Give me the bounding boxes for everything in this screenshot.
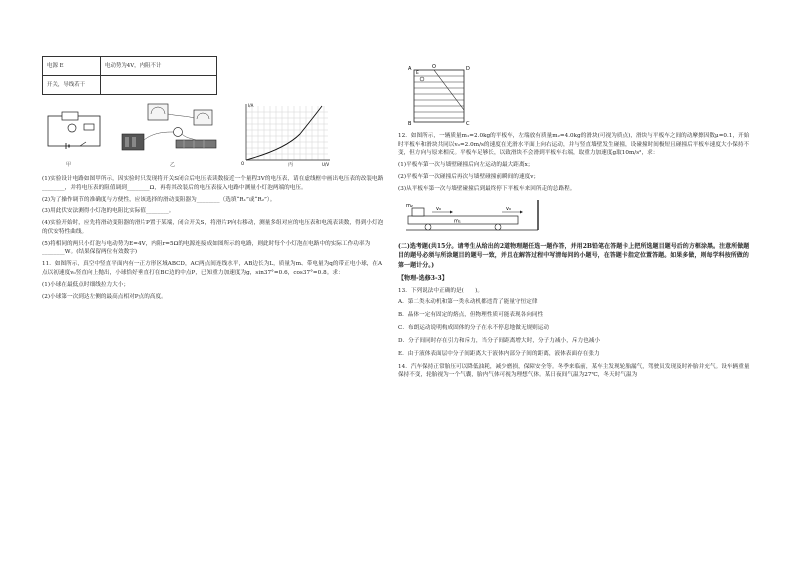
- point-label: E: [416, 71, 419, 76]
- left-column: [42, 56, 387, 304]
- graph-y-label: I/A: [248, 103, 254, 108]
- square-field-diagram: [406, 62, 482, 126]
- mass-label: m₂: [406, 202, 413, 209]
- question-text: (3)从平板车第一次与墙壁碰撞后到最终停下平板车来回所走的总路程。: [398, 185, 576, 192]
- question-text: 14．汽车保持正常胎压可以降低油耗，减少磨损，保障安全等。冬季来临前，某车主发现轮胎漏气，驾驶员发现及时补胎并充气。设车辆重量保持不变，轮胎视为一个气囊，胎内气体可视为理想气体。某日夜间气温为27℃，冬天时气温为: [398, 363, 750, 379]
- question-text: 13．下列说法中正确的是( )。: [398, 287, 484, 294]
- equipment-table: [42, 56, 217, 95]
- table-cell: 电动势为4V，内阻不计: [101, 57, 217, 76]
- table-row: [43, 57, 217, 76]
- option-item: B．晶体一定有固定的熔点，但物理性质可能表现各向同性: [398, 312, 544, 319]
- section-heading: 【物理-选修3-3】: [398, 275, 448, 283]
- table-row: [43, 76, 217, 95]
- iu-graph: [240, 102, 336, 168]
- circuit-diagram: [44, 110, 106, 156]
- option-item: E．由于液体表面层中分子间距离大于液体内部分子间的距离，液体表面存在张力: [398, 350, 600, 357]
- apparatus-diagram: [116, 102, 228, 158]
- option-item: D．分子间同时存在引力和斥力，当分子间距离增大时，分子力减小，斥力也减小: [398, 337, 601, 344]
- right-column: [398, 62, 750, 383]
- graph-origin: O: [241, 161, 245, 166]
- point-label: O: [432, 64, 436, 70]
- question-text: (1)实验设计电路如图甲所示，因实验时只发现将开关S闭合后电压表读数接近一个量程3V的电压表，请在虚线框中画出电压表的改装电路________，并将电压表的阻值调到________Ω，再将其改装后的电压表接入电路中测量小灯泡两端的电压。: [42, 176, 384, 191]
- question-text: (5)将相同的两只小灯泡与电动势为E=4V，内阻r=5Ω的电源连接成如图所示的电路，则此时每个小灯泡在电路中的实际工作功率为________W。(结果保留两位有效数字): [42, 240, 371, 256]
- velocity-label: v₀: [506, 205, 512, 212]
- figure-caption: 丙: [288, 162, 294, 168]
- point-label: D: [466, 66, 470, 72]
- velocity-label: v₀: [436, 205, 442, 212]
- experiment-figure: [42, 102, 387, 170]
- question-text: (1)平板车第一次与墙壁碰撞后向左运动的最大距离x；: [398, 162, 534, 169]
- option-item: C．布朗运动说明构成固体的分子在永不停息地做无规则运动: [398, 325, 550, 332]
- question-text: (2)为了操作调节的准确度与方便性，应该选择的滑动变阻器为________（选填“R₁”或“R₂”）。: [42, 196, 276, 203]
- question-text: (2)平板车第一次碰撞后再次与墙壁碰撞前瞬间的速度v；: [398, 174, 540, 180]
- question-text: (2)小球第一次到达左侧的最高点相对P点的高度。: [42, 293, 167, 300]
- option-item: A．第二类永动机和第一类永动机都违背了能量守恒定律: [398, 299, 538, 306]
- question-text: 11．如图所示，真空中竖直平面内有一正方形区域ABCD，AC两点间连线水平，AB边长为L，质量为m、带电量为q的带正电小球，在A点以初速度v₀竖直向上抛出，小球恰好垂直打在BC边的中点P，已知重力加速度为g，sin37°=0.6，cos37°=0.8。求：: [42, 261, 383, 276]
- cart-wall-diagram: [402, 198, 552, 236]
- question-text: (4)实验开始时，应先将滑动变阻器的滑片P置于某端，闭合开关S，将滑片P向右移动，测量多组对应的电压表和电流表读数，得到小灯泡的伏安特性曲线。: [42, 220, 384, 235]
- question-text: (3)用此伏安法测得小灯泡的电阻比实际值________。: [42, 208, 175, 215]
- question-text: 12．如图所示，一辆质量m₁=2.0kg的平板车，左端放有质量m₂=4.0kg的滑块(可视为质点)，滑块与平板车之间的动摩擦因数μ=0.1，开始时平板车和滑块共同以v₀=2.0m/s的速度在光滑水平面上向右运动，并与竖直墙壁发生碰撞，设碰撞时间极短且碰撞后平板车速度大小保持不变，但方向与原来相反。平板车足够长，以致滑块不会滑到平板车右端，取重力加速度g取10m/s²，求：: [398, 133, 750, 157]
- figure-caption: 乙: [170, 162, 176, 168]
- point-label: A: [408, 66, 412, 72]
- point-label: B: [408, 121, 412, 126]
- point-label: C: [466, 121, 470, 126]
- table-cell: 开关，导线若干: [43, 76, 101, 95]
- mass-label: m₁: [454, 218, 461, 224]
- question-text: (1)小球在最低点时细线拉力大小；: [42, 281, 130, 288]
- table-cell: [101, 76, 217, 95]
- figure-caption: 甲: [66, 162, 72, 168]
- table-cell: 电源 E: [43, 57, 101, 76]
- optional-note: (二)选考题(共15分。请考生从给出的2道物理题任选一题作答，并用2B铅笔在答题卡上把所选题目题号后的方框涂黑。注意所做题目的题号必须与所涂题目的题号一致，并且在解答过程中写清每问的小题号，在答题卡指定位置答题。如果多做，则每学科按所做的第一题计分。): [398, 242, 750, 269]
- graph-x-label: U/V: [322, 162, 330, 167]
